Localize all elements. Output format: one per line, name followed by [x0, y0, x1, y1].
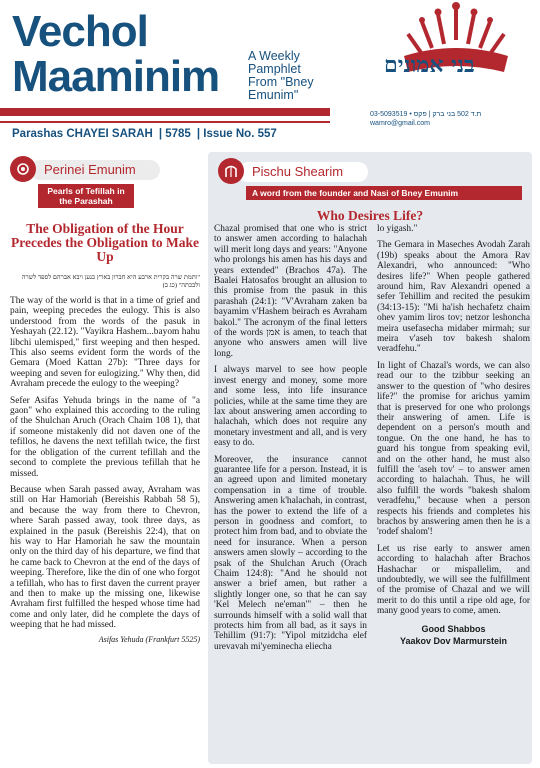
paragraph: Moreover, the insurance cannot guarantee life for a person. Instead, it is an agreed upon and limited monetary compensation in a time of trouble. Answering amen k'halachah, in contrast, has the power to extend the life of a person in goodness and comfort, to protect him from bad, and to obviate the need for insurance. When a person answers amen slowly – according to the psak of the Shulchan Aruch (Orach Chaim 124:8): "And he should not answer a brief amen, but rather a slightly longer one, so that he can say 'Kel Melech ne'eman'" – then he surrounds himself with a solid wall that protects him from all bad, as it says in Tehillim (91:7): "Yipol mitzidcha elef urevavah mi'yeminecha eliecha: [214, 454, 367, 652]
contact-phone: 03-5093519 • ת.ד 502 בני ברק | פקס: [370, 111, 482, 118]
paragraph: Because when Sarah passed away, Avraham was still on Har Hamoriah (Bereishis Rabbah 58 5), and because the way from there to Chevron, where Sarah passed away, took three days, as explained in the pasuk (Bereishis 22:4), that on his way to Har Hamoriah he saw the mountain only on the third day of his departure, we find that he came back to Chevron at the end of the days of weeping. Therefore, like the din of one who forgot a tefillah, who has to first daven the current prayer and then to make up the missing one, likewise Avraham first fulfilled the hesped whose time had come and only later, did he complete the days of weeping that he had missed.: [10, 484, 200, 631]
article-body-left: [10, 296, 200, 631]
source-signature: Asifas Yehuda (Frankfurt 5525): [98, 634, 200, 644]
pearl-icon: [15, 161, 31, 177]
logo-hebrew-text: בני אמונים: [384, 52, 475, 78]
paragraph: Let us rise early to answer amen according to halachah after Brachos Hashachar or mispallelim, and undoubtedly, we will see the fulfillment of the promise of Chazal and we will merit to do this until a ripe old age, for many good years to come, amen.: [377, 543, 530, 617]
article-title-left: The Obligation of the Hour Precedes the Obligation to Make Up: [11, 221, 199, 264]
contact-email[interactable]: wamro@gmail.com: [370, 120, 431, 127]
title-line-2: Maaminim: [12, 52, 220, 101]
section-name-left: Perinei Emunim: [30, 160, 160, 180]
publication-title: [12, 7, 220, 101]
parasha-name: Parashas CHAYEI SARAH: [12, 128, 153, 140]
paragraph: lo yigash.": [377, 224, 418, 234]
closing-greeting: Good Shabbos: [421, 623, 486, 634]
paragraph: Chazal promised that one who is strict to answer amen according to halachah will merit long days and years: "Anyone who prolongs his amen has his days and years extended" (Brachos 47a). The Baalei Hatosafos brought an allusion to this promise from the pasuk in this parashah (24:1): "V'Avraham zaken ba bayamim v'Hashem beirach es Avraham bakol." The acronym of the final letters of the words אמן is amen, to teach that anyone who answers amen will live long.: [214, 224, 367, 359]
year: 5785: [165, 128, 191, 140]
masthead: [0, 0, 540, 148]
paragraph: The way of the world is that in a time of grief and pain, weeping precedes the eulogy. This is also understood from the words of the pasuk in Yeshayah (22.12). "Vayikra Hashem...bayom hahu libchi ulemisped," first weeping and then hesped. This also seems evident form the words of the Gemara (Moed Kattan 27b): "Three days for weeping and seven for eulogizing." Why then, did Avraham precede the eulogy to the weeping?: [10, 296, 200, 390]
section-header-right: [218, 162, 368, 182]
section-name-right: Pischu Shearim: [238, 162, 368, 182]
title-underline-thin: [0, 121, 330, 123]
article-column-1: [214, 224, 367, 658]
tagline: A Weekly Pamphlet From "Bney Emunim": [248, 49, 314, 102]
paragraph: Sefer Asifas Yehuda brings in the name of "a gaon" who explained this according to the ruling of the Shulchan Aruch (Orach Chaim 108 1), that if someone mistakenly did not daven one of the tefillos, he davens the next tefillah twice, the first for the obligation of the current tefillah and the second to complete the previous tefillah that he missed.: [10, 395, 200, 479]
paragraph: I always marvel to see how people invest energy and money, some more and some less, into life insurance policies, while at the same time they are lax about answering amen according to halachah, which does not require any monetary investment and all, and is very easy to do.: [214, 365, 367, 449]
hebrew-quote: "ותמת שרה בקרית ארבע היא חברון בארץ כנען ויבא אברהם לספד לשרה ולבכתה" (כג ב): [21, 274, 200, 289]
title-line-1: Vechol: [12, 7, 148, 56]
title-underline: [0, 108, 330, 116]
section-subtitle-right: A word from the founder and Nasi of Bney Emunim: [246, 186, 522, 200]
left-column: [10, 160, 200, 644]
issue-bar: Parashas CHAYEI SARAH | 5785 | Issue No. 557: [12, 128, 277, 140]
section-badge-circle: [10, 156, 36, 182]
author-name: Yaakov Dov Marmurstein: [399, 635, 508, 646]
closing: [377, 623, 530, 647]
contact-info: [370, 110, 530, 128]
paragraph: In light of Chazal's words, we can also read our to the tzibbur seeking an answer to the question of "who desires life?" the promise for arichus yamim that is preserved for one who prolongs their answering of amen. Life is dependent on a person's mouth and tongue. On the one hand, he has to guard his tongue from speaking evil, and on the other hand, he must also fulfill the 'aseh tov' – to answer amen according to halachah. Thus, he will also fulfill the words "bakesh shalom veradfehu," because when a person respects his friends and completes his brachos by answering amen then he is a 'rodef shalom'!: [377, 360, 530, 538]
article-title-right: Who Desires Life?: [316, 208, 424, 223]
gate-icon: [223, 163, 239, 179]
paragraph: The Gemara in Maseches Avodah Zarah (19b) speaks about the Amora Rav Alexandri, who announced: "Who desires life?" When people gathered around him, Rav Alexandri opened a sefer Tehillim and recited the pesukim (34:13-15): "Mi ha'ish hechafetz chaim ohev yamim liros tov; netzor leshoncha meira usefasecha midaber mirmah; sur meira v'aseh tov bakesh shalom veradfehu.": [377, 240, 530, 355]
section-subtitle-left: Pearls of Tefillah in the Parashah: [38, 184, 134, 208]
right-section: [208, 152, 532, 764]
issue-number: Issue No. 557: [203, 128, 277, 140]
article-column-2: [377, 224, 530, 658]
section-header-left: [10, 160, 200, 180]
section-badge-circle: [218, 158, 244, 184]
article-columns: [214, 224, 530, 658]
